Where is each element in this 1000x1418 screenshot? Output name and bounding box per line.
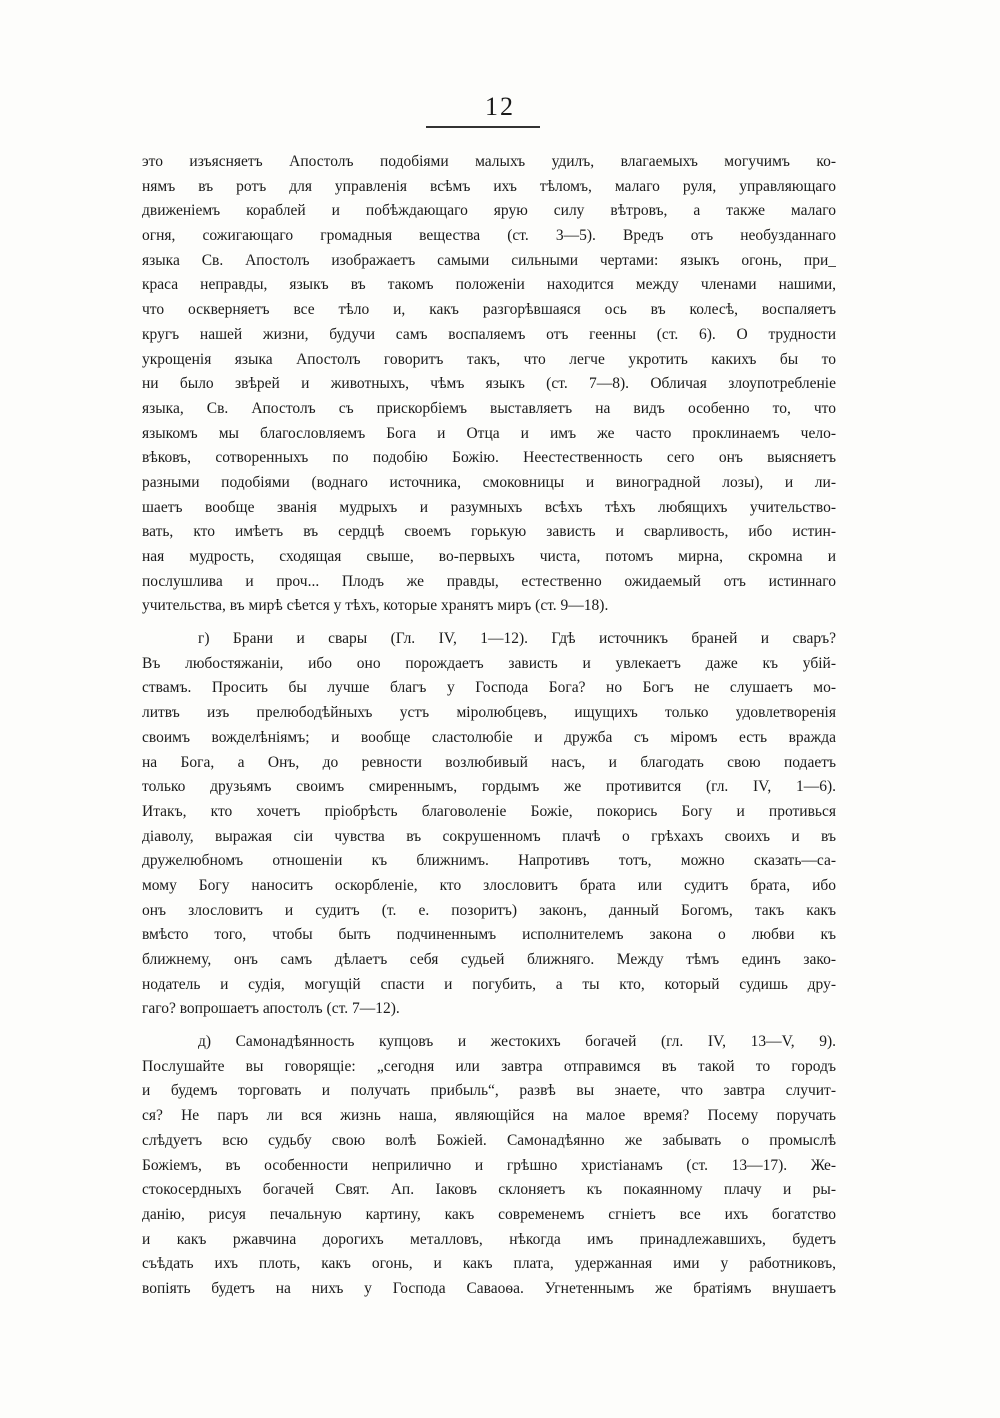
text-line: вопіять будетъ на нихъ у Господа Саваоѳа. Угнетеннымъ же братіямъ внушаетъ: [142, 1279, 836, 1297]
text-line: діаволу, выражая сіи чувства въ сокрушенномъ плачѣ о грѣхахъ своихъ и въ: [142, 827, 836, 845]
text-line: гаго? вопрошаетъ апостолъ (ст. 7—12).: [142, 1000, 400, 1018]
section-heading-line: д) Самонадѣянность купцовъ и жестокихъ богачей (гл. IV, 13—V, 9).: [198, 1033, 836, 1051]
page-number: 12: [485, 92, 515, 121]
text-line: языкомъ мы благословляемъ Бога и Отца и имъ же часто проклинаемъ чело-: [142, 424, 836, 442]
text-line: ближнему, онъ самъ дѣлаетъ себя судьей ближняго. Между тѣмъ единъ зако-: [142, 951, 836, 968]
paragraph-tongue: [142, 150, 836, 619]
text-line: Божіемъ, въ особенности неприлично и грѣшно христіанамъ (ст. 13—17). Же-: [142, 1156, 836, 1174]
paragraph-quarrels: [142, 627, 836, 1022]
text-line: стокосердныхъ богачей Свят. Ап. Іаковъ склоняетъ къ покаянному плачу и ры-: [142, 1181, 836, 1199]
text-line: что оскверняетъ все тѣло и, какъ разгорѣвшаяся ось въ колесѣ, воспаляетъ: [142, 301, 836, 319]
text-line: шаетъ вообще званія мудрыхъ и разумныхъ всѣхъ тѣхъ любящихъ учительство-: [142, 498, 836, 516]
text-line: учительства, въ мирѣ сѣется у тѣхъ, которые хранятъ миръ (ст. 9—18).: [142, 597, 609, 615]
text-line: вать, кто имѣетъ въ сердцѣ своемъ горькую зависть и сварливость, ибо истин-: [142, 523, 836, 541]
text-line: ся? Не паръ ли вся жизнь наша, являющійся на малое время? Посему поручать: [142, 1107, 836, 1125]
text-line: ная мудрость, сходящая свыше, во-первыхъ чиста, потомъ мирна, скромна и: [142, 548, 836, 565]
section-heading-line: г) Брани и свары (Гл. IV, 1—12). Гдѣ источникъ браней и сваръ?: [198, 630, 836, 648]
text-line: огня, сожигающаго громадныя вещества (ст. 3—5). Вредъ отъ необузданнаго: [142, 227, 836, 245]
text-line: кругъ нашей жизни, будучи самъ воспаляемъ отъ геенны (ст. 6). О трудности: [142, 325, 836, 343]
text-line: Послушайте вы говорящіе: „сегодня или завтра отправимся въ такой то городъ: [142, 1057, 836, 1075]
text-line: языка Св. Апостолъ изображаетъ самыми сильными чертами: языкъ огонь, при_: [142, 251, 836, 269]
text-line: своимъ вожделѣніямъ; и вообще сластолюбіе и дружба съ міромъ есть вражда: [142, 728, 836, 746]
text-line: и какъ ржавчина дорогихъ металловъ, нѣкогда имъ принадлежавшихъ, будетъ: [142, 1230, 836, 1248]
text-line: литвъ изъ прелюбодѣйныхъ устъ міролюбцевъ, ищущихъ только удовлетворенія: [142, 704, 836, 722]
paragraph-merchants: [142, 1030, 836, 1302]
text-line: и будемъ торговать и получать прибыль“, развѣ вы знаете, что завтра случит-: [142, 1082, 836, 1100]
text-line: ни было звѣрей и животныхъ, чѣмъ языкъ (ст. 7—8). Обличая злоупотребленіе: [142, 375, 836, 393]
text-line: вѣковъ, сотворенныхъ по подобію Божію. Неестественность сего онъ выясняетъ: [142, 449, 836, 467]
page-number-rule: [426, 126, 540, 128]
text-line: дружелюбномъ отношеніи къ ближнимъ. Напротивъ тотъ, можно сказать—са-: [142, 852, 836, 870]
text-line: мому Богу наноситъ оскорбленіе, кто злословитъ брата или судитъ брата, ибо: [142, 876, 836, 894]
text-line: это изъясняетъ Апостолъ подобіями малыхъ удилъ, влагаемыхъ могучимъ ко-: [142, 153, 836, 170]
text-line: движеніемъ кораблей и побѣждающаго ярую силу вѣтровъ, а также малаго: [142, 202, 836, 220]
text-line: языка, Св. Апостолъ съ прискорбіемъ выставляетъ на видъ особенно то, что: [142, 399, 836, 417]
text-line: онъ злословитъ и судитъ (т. е. позоритъ) законъ, данный Богомъ, такъ какъ: [142, 901, 836, 919]
paragraph-gap: [142, 1022, 836, 1030]
text-line: данію, рисуя печальную картину, какъ современемъ сгніетъ все ихъ богатство: [142, 1205, 836, 1223]
text-line: слѣдуетъ всю судьбу свою волѣ Божіей. Самонадѣянно же забывать о промыслѣ: [142, 1131, 836, 1149]
text-line: краса неправды, языкъ въ такомъ положеніи находится между членами нашими,: [142, 276, 836, 294]
text-line: ствамъ. Просить бы лучше благъ у Господа Бога? но Богъ не слушаетъ мо-: [142, 679, 836, 697]
text-line: разными подобіями (воднаго источника, смоковницы и виноградной лозы), и ли-: [142, 473, 836, 491]
paragraph-gap: [142, 619, 836, 627]
text-line: на Бога, а Онъ, до ревности возлюбивый насъ, и благодать свою подаетъ: [142, 753, 836, 771]
body-text: [142, 150, 836, 1302]
text-line: вмѣсто того, чтобы быть подчиненнымъ исполнителемъ закона о любви къ: [142, 926, 836, 944]
text-line: нямъ въ ротъ для управленія всѣмъ ихъ тѣломъ, малаго руля, управляющаго: [142, 177, 836, 195]
text-line: Въ любостяжаніи, ибо оно порождаетъ зависть и увлекаетъ даже къ убій-: [142, 654, 836, 672]
text-line: послушлива и проч... Плодъ же правды, естественно ожидаемый отъ истиннаго: [142, 572, 836, 590]
text-line: только друзьямъ своимъ смиреннымъ, гордымъ же противится (гл. IV, 1—6).: [142, 778, 836, 796]
text-line: укрощенія языка Апостолъ говоритъ такъ, что легче укротить какихъ бы то: [142, 350, 836, 368]
text-line: съѣдать ихъ плоть, какъ огонь, и какъ плата, удержанная ими у работниковъ,: [142, 1255, 836, 1273]
text-line: Итакъ, кто хочетъ пріобрѣсть благоволеніе Божіе, покорись Богу и противься: [142, 802, 836, 820]
text-line: нодатель и судія, могущій спасти и погубить, а ты кто, который судишь дру-: [142, 975, 836, 993]
